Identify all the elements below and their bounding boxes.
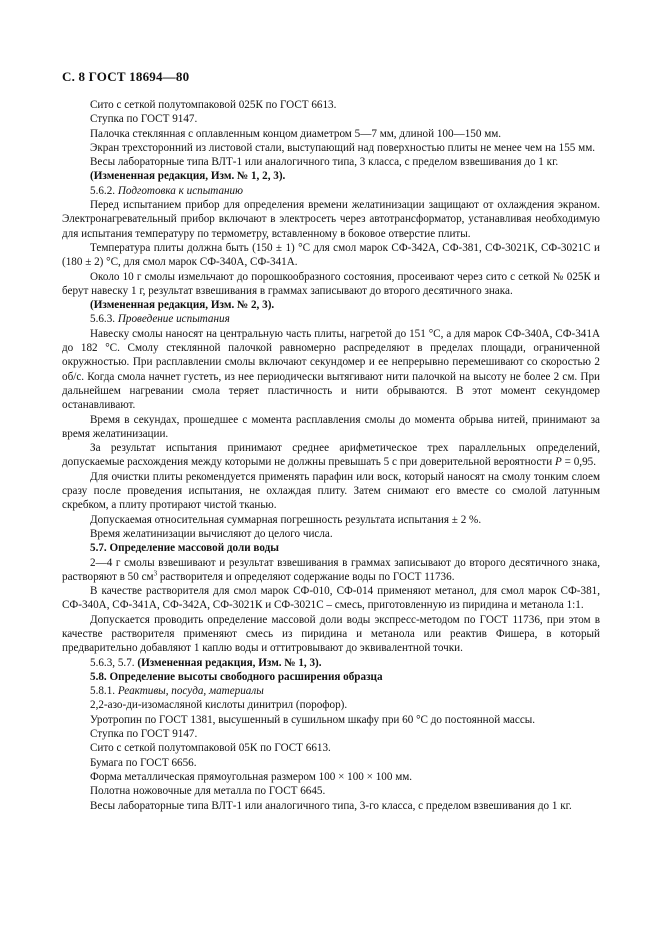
paragraph-scales-2: Весы лабораторные типа ВЛТ-1 или аналогичного типа, 3-го класса, с пределом взвешивания до 1 кг.: [90, 799, 572, 812]
paragraph-urotropin: Уротропин по ГОСТ 1381, высушенный в сушильном шкафу при 60 °С до постоянной массы.: [90, 713, 536, 726]
paragraph-plate-cleaning: Для очистки плиты рекомендуется применять парафин или воск, который наносят на смолу тонким слоем сразу после проведения испытания, не охлаждая плиту. Затем снимают его вместе со смолой латунным скребком, а плиту протирают чистой тканью.: [62, 470, 600, 512]
paragraph-express-method: Допускается проводить определение массовой доли воды экспресс-методом по ГОСТ 11736, при этом в качестве растворителя применяют смесь из пиридина и метанола или реактив Фишера, в который предварительно добавляют 1 каплю воды и оттитровывают до эквивалентной точки.: [62, 613, 600, 655]
water-text-end: растворителя и определяют содержание воды по ГОСТ 11736.: [157, 570, 455, 583]
section-5-6-3-heading: [62, 312, 600, 326]
document-body: [62, 98, 600, 813]
paragraph-rounding: Время желатинизации вычисляют до целого числа.: [90, 527, 333, 540]
paragraph-metal-form: Форма металлическая прямоугольная размером 100 × 100 × 100 мм.: [90, 770, 413, 783]
paragraph-scales: Весы лабораторные типа ВЛТ-1 или аналогичного типа, 3 класса, с пределом взвешивания до 1 кг.: [90, 156, 559, 169]
paragraph-preparation: Перед испытанием прибор для определения времени желатинизации защищают от охлаждения экраном. Электронагревательный прибор включают в электросеть через автотрансформатор, устанавливая необходимую для испытания температуру по термометру, вставленному в боковое отверстие плиты.: [62, 199, 600, 240]
section-5-8-1-number: 5.8.1.: [90, 685, 116, 698]
probability-value: = 0,95.: [561, 456, 596, 469]
section-5-6-2-number: 5.6.2.: [90, 184, 116, 197]
paragraph-paper: Бумага по ГОСТ 6656.: [90, 756, 197, 769]
page-header: С. 8 ГОСТ 18694—80: [62, 69, 190, 84]
section-5-6-2-title: Подготовка к испытанию: [117, 184, 243, 197]
paragraph-saw-blades: Полотна ножовочные для металла по ГОСТ 6645.: [90, 785, 326, 798]
section-5-8-1-heading: [62, 684, 600, 698]
section-5-8-1-title: Реактивы, посуда, материалы: [117, 685, 264, 698]
paragraph-result: [62, 441, 600, 470]
paragraph-amendment-3: [62, 656, 600, 670]
result-text: За результат испытания принимают среднее арифметическое трех параллельных определений, допускаемые расхождения между которыми не должны превышать 5 с при доверительной вероятности: [62, 442, 600, 469]
section-5-8-heading: 5.8. Определение высоты свободного расширения образца: [90, 670, 383, 683]
paragraph-grinding: Около 10 г смолы измельчают до порошкообразного состояния, просеивают через сито с сеткой № 025К и берут навеску 1 г, результат взвешивания в граммах записывают до второго десятичного знака.: [62, 270, 600, 297]
water-text: 2—4 г смолы взвешивают и результат взвешивания в граммах записывают до второго десятичного знака, растворяют в 50 см: [62, 556, 600, 583]
paragraph-water-weighing: [62, 556, 600, 585]
probability-variable: P: [555, 456, 562, 469]
paragraph-porofor: 2,2-азо-ди-изомасляной кислоты динитрил (порофор).: [90, 699, 348, 712]
section-5-6-3-title: Проведение испытания: [117, 313, 230, 326]
section-5-6-2-heading: [62, 184, 600, 198]
paragraph-sieve: Сито с сеткой полутомпаковой 025К по ГОСТ 6613.: [90, 99, 337, 111]
paragraph-amendment-1: (Измененная редакция, Изм. № 1, 2, 3).: [90, 170, 286, 183]
amendment-3-text: (Измененная редакция, Изм. № 1, 3).: [137, 656, 322, 669]
paragraph-test-procedure: Навеску смолы наносят на центральную часть плиты, нагретой до 151 °С, а для марок СФ-340А, СФ-341А до 182 °С. Смолу стеклянной палочкой равномерно распределяют в пределах площади, ограниченной окружностью. При расплавлении смолы включают секундомер и ее непрерывно перемешивают со скоростью 2 об/с. Когда смола начнет густеть, из нее периодически вытягивают нити палочкой на высоту не более 2 см. При дальнейшем нагревании смола теряет пластичность и нити обрываются. В этот момент секундомер останавливают.: [62, 327, 600, 412]
paragraph-mortar: Ступка по ГОСТ 9147.: [90, 113, 198, 126]
cubic-superscript: 3: [153, 569, 158, 578]
paragraph-plate-temperature: Температура плиты должна быть (150 ± 1) °С для смол марок СФ-342А, СФ-381, СФ-3021К, СФ-3021С и (180 ± 2) °С, для смол марок СФ-340А, СФ-341А.: [62, 241, 600, 269]
paragraph-error: Допускаемая относительная суммарная погрешность результата испытания ± 2 %.: [90, 513, 482, 526]
paragraph-screen: Экран трехсторонний из листовой стали, выступающий над поверхностью плиты не менее чем на 155 мм.: [90, 141, 596, 154]
paragraph-time-seconds: Время в секундах, прошедшее с момента расплавления смолы до момента обрыва нитей, принимают за время желатинизации.: [62, 413, 600, 440]
paragraph-glass-rod: Палочка стеклянная с оплавленным концом диаметром 5—7 мм, длиной 100—150 мм.: [90, 127, 502, 140]
amendment-3-refs: 5.6.3, 5.7.: [90, 656, 138, 669]
section-5-7-heading: 5.7. Определение массовой доли воды: [90, 542, 279, 555]
section-5-6-3-number: 5.6.3.: [90, 313, 116, 326]
paragraph-solvent: В качестве растворителя для смол марок СФ-010, СФ-014 применяют метанол, для смол марок СФ-381, СФ-340А, СФ-341А, СФ-342А, СФ-3021К и СФ-3021С – смесь, приготовленную из пиридина и метанола 1:1.: [62, 585, 600, 612]
paragraph-sieve-2: Сито с сеткой полутомпаковой 05К по ГОСТ 6613.: [90, 742, 331, 755]
paragraph-amendment-2: (Измененная редакция, Изм. № 2, 3).: [90, 299, 275, 312]
paragraph-mortar-2: Ступка по ГОСТ 9147.: [90, 728, 198, 741]
